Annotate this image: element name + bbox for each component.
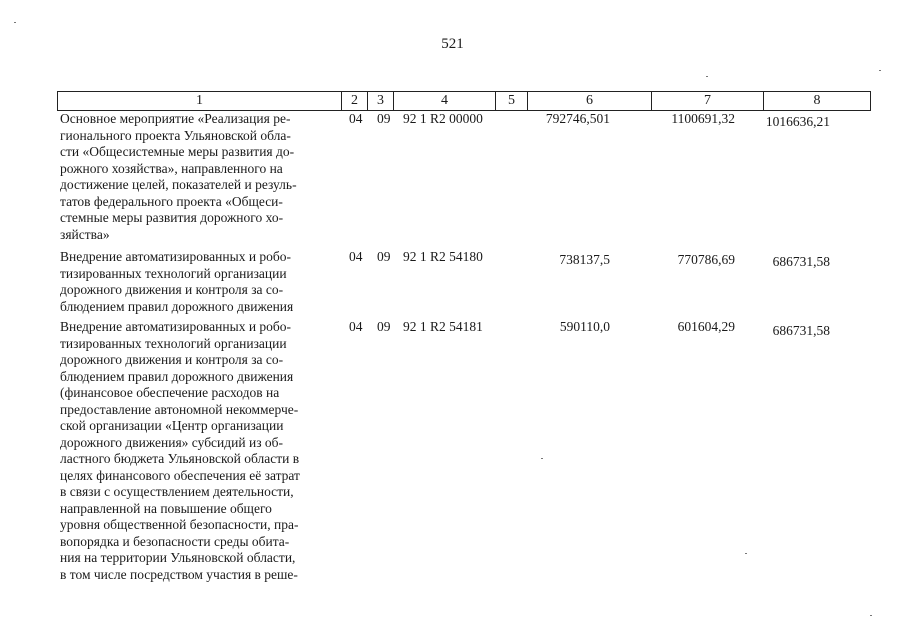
cell-value-7: 1100691,32 — [671, 111, 735, 126]
description-line: ской организации «Центр организации — [60, 418, 284, 433]
cell-value-7: 601604,29 — [677, 319, 735, 334]
cell-value-8: 686731,58 — [772, 254, 830, 269]
description-line: достижение целей, показателей и резуль- — [60, 177, 297, 192]
header-col-4: 4 — [394, 92, 496, 110]
description-line: целях финансового обеспечения её затрат — [60, 467, 300, 483]
description-line: Основное мероприятие «Реализация ре- — [60, 111, 291, 126]
description-line: стемные меры развития дорожного хо- — [60, 210, 284, 225]
description-line: в том числе посредством участия в реше- — [60, 566, 298, 582]
cell-value-6: 792746,501 — [545, 111, 610, 126]
table-header — [57, 91, 871, 111]
description-line: в связи с осуществлением деятельности, — [60, 484, 294, 499]
cell-section: 04 — [349, 111, 363, 126]
description-line: ния на территории Ульяновской области, — [60, 550, 296, 565]
cell-subsection: 09 — [377, 111, 391, 126]
cell-subsection: 09 — [377, 319, 391, 334]
description-line: Внедрение автоматизированных и робо- — [60, 319, 292, 334]
description-line: ластного бюджета Ульяновской области в — [60, 451, 300, 466]
description-line: дорожного движения и контроля за со- — [60, 282, 284, 297]
description-line: гионального проекта Ульяновской обла- — [60, 127, 291, 143]
description-line: направленной на повышение общего — [60, 500, 272, 516]
scan-speck — [870, 615, 872, 616]
cell-target-code: 92 1 R2 54180 — [403, 249, 483, 264]
scan-speck — [706, 76, 708, 77]
cell-value-6: 590110,0 — [559, 319, 610, 334]
description-line: дорожного движения и контроля за со- — [60, 352, 284, 367]
description-line: сти «Общесистемные меры развития до- — [60, 144, 295, 159]
description-line: зяйства» — [60, 226, 110, 242]
scan-speck — [541, 458, 543, 459]
description-line: дорожного движения» субсидий из об- — [60, 434, 284, 450]
header-col-1: 1 — [58, 92, 342, 110]
description-line: тизированных технологий организации — [60, 335, 287, 351]
header-col-6: 6 — [528, 92, 652, 110]
row-description — [60, 319, 338, 583]
cell-target-code: 92 1 R2 54181 — [403, 319, 483, 334]
cell-value-6: 738137,5 — [559, 252, 610, 267]
cell-subsection: 09 — [377, 249, 391, 264]
header-col-2: 2 — [342, 92, 368, 110]
header-col-3: 3 — [368, 92, 394, 110]
description-line: татов федерального проекта «Общеси- — [60, 193, 283, 209]
page-number: 521 — [441, 36, 464, 52]
row-description — [60, 111, 338, 243]
header-col-7: 7 — [652, 92, 764, 110]
cell-section: 04 — [349, 319, 363, 334]
cell-section: 04 — [349, 249, 363, 264]
description-line: вопорядка и безопасности среды обита- — [60, 533, 290, 549]
description-line: предоставление автономной некоммерче- — [60, 401, 299, 417]
description-line: блюдением правил дорожного движения — [60, 298, 294, 314]
cell-target-code: 92 1 R2 00000 — [403, 111, 483, 126]
description-line: (финансовое обеспечение расходов на — [60, 385, 280, 400]
scan-speck — [745, 553, 747, 554]
description-line: уровня общественной безопасности, пра- — [60, 517, 299, 532]
scan-speck — [14, 22, 16, 23]
cell-value-8: 1016636,21 — [765, 114, 830, 129]
scan-speck — [879, 70, 881, 71]
description-line: рожного хозяйства», направленного на — [60, 160, 283, 176]
description-line: блюдением правил дорожного движения — [60, 368, 294, 384]
description-line: Внедрение автоматизированных и робо- — [60, 249, 292, 264]
description-line: тизированных технологий организации — [60, 265, 287, 281]
cell-value-7: 770786,69 — [677, 252, 735, 267]
cell-value-8: 686731,58 — [772, 323, 830, 338]
header-col-5: 5 — [496, 92, 528, 110]
header-col-8: 8 — [764, 92, 871, 110]
row-description — [60, 249, 338, 315]
